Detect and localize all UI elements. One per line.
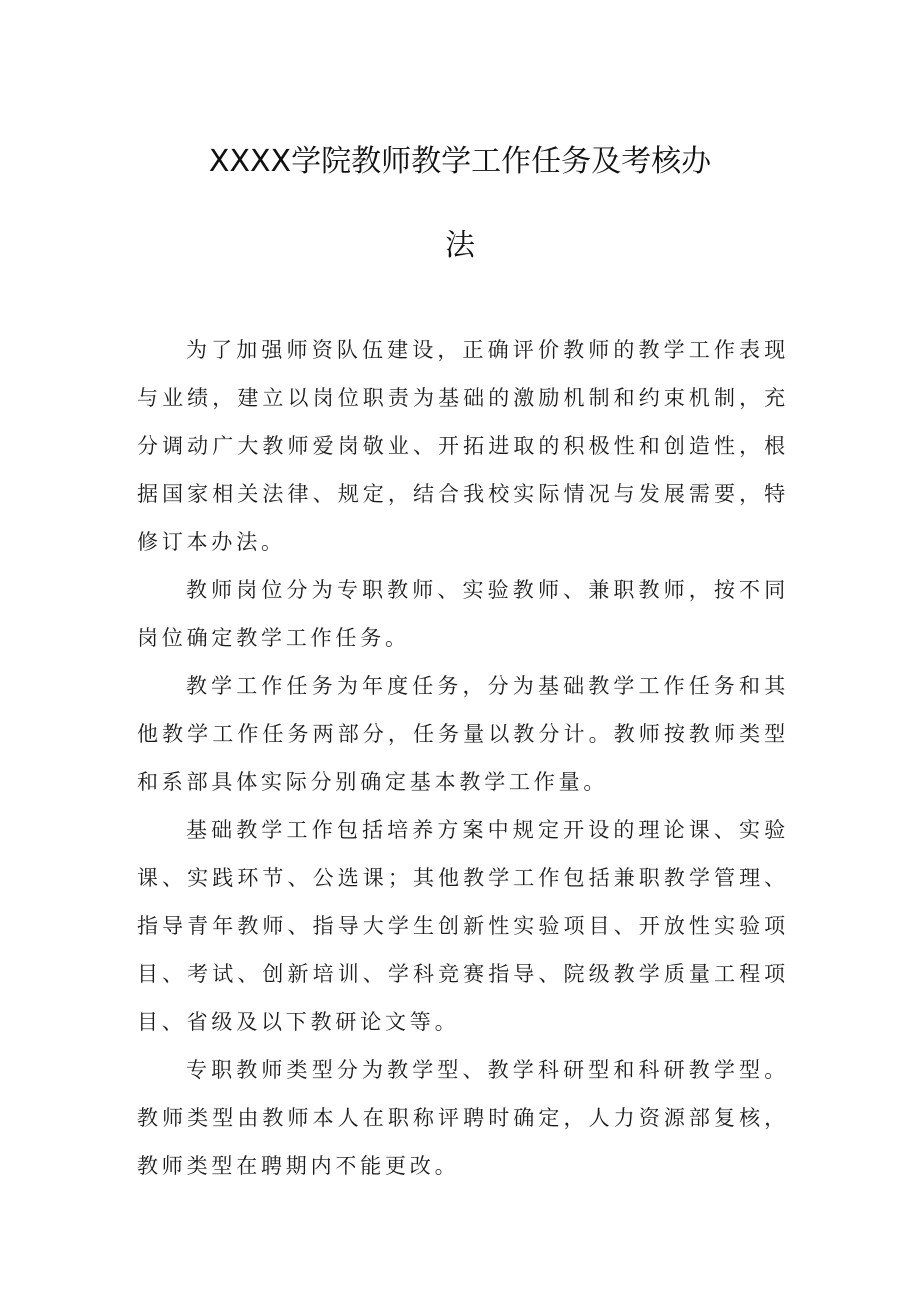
paragraph-positions: 教师岗位分为专职教师、实验教师、兼职教师，按不同岗位确定教学工作任务。: [137, 578, 789, 650]
paragraph-work-scope: 基础教学工作包括培养方案中规定开设的理论课、实验课、实践环节、公选课；其他教学工作包括兼职教学管理、指导青年教师、指导大学生创新性实验项目、开放性实验项目、考试、创新培训、学科竞赛指导、院级教学质量工程项目、省级及以下教研论文等。: [137, 818, 789, 1034]
paragraph-annual-tasks: 教学工作任务为年度任务，分为基础教学工作任务和其他教学工作任务两部分，任务量以教分计。教师按教师类型和系部具体实际分别确定基本教学工作量。: [137, 674, 789, 794]
document-body: [137, 326, 789, 1190]
paragraph-purpose: 为了加强师资队伍建设，正确评价教师的教学工作表现与业绩，建立以岗位职责为基础的激励机制和约束机制，充分调动广大教师爱岗敬业、开拓进取的积极性和创造性，根据国家相关法律、规定，结合我校实际情况与发展需要，特修订本办法。: [137, 338, 789, 554]
document-title-line-2: 法: [445, 228, 475, 263]
document-title-line-1: XXXX学院教师教学工作任务及考核办: [208, 144, 712, 179]
paragraph-teacher-types: 专职教师类型分为教学型、教学科研型和科研教学型。教师类型由教师本人在职称评聘时确定，人力资源部复核，教师类型在聘期内不能更改。: [137, 1058, 789, 1178]
